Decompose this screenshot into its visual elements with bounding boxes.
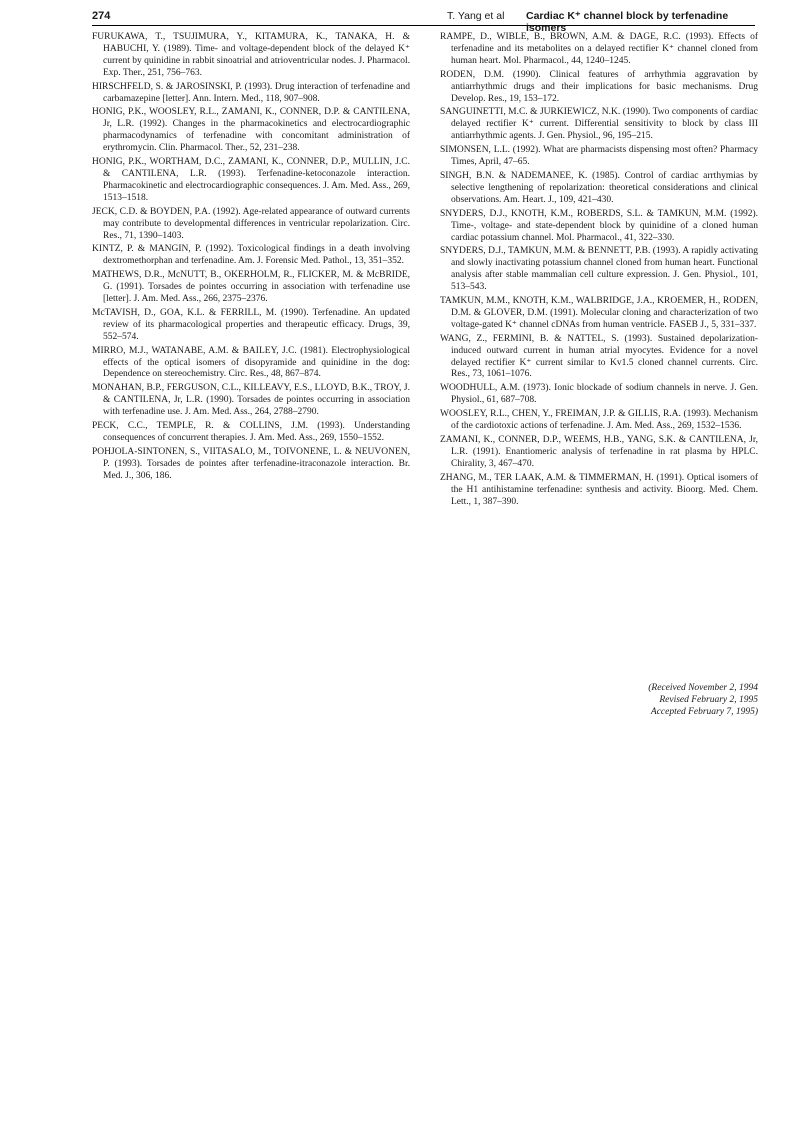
reference-entry: MIRRO, M.J., WATANABE, A.M. & BAILEY, J.C. (1981). Electrophysiological effects of the optical isomers of disopyramide and quinidine in the dog: Dependence on stereochemistry. Circ. Res., 48, 867–874. [92,345,410,380]
reference-entry: KINTZ, P. & MANGIN, P. (1992). Toxicological findings in a death involving dextromethorphan and terfenadine. Am. J. Forensic Med. Pathol., 13, 351–352. [92,244,410,267]
reference-entry: MATHEWS, D.R., McNUTT, B., OKERHOLM, R., FLICKER, M. & McBRIDE, G. (1991). Torsades de pointes occurring in association with terfenadine use [letter]. J. Am. Med. Ass., 266, 2375–2376. [92,270,410,305]
reference-entry: JECK, C.D. & BOYDEN, P.A. (1992). Age-related appearance of outward currents may contribute to developmental differences in ventricular repolarization. Circ. Res., 71, 1390–1403. [92,206,410,241]
running-authors: T. Yang et al [447,10,505,22]
reference-entry: McTAVISH, D., GOA, K.L. & FERRILL, M. (1990). Terfenadine. An updated review of its pharmacological properties and therapeutic efficacy. Drugs, 39, 552–574. [92,307,410,342]
reference-entry: MONAHAN, B.P., FERGUSON, C.L., KILLEAVY, E.S., LLOYD, B.K., TROY, J. & CANTILENA, Jr, L.R. (1990). Torsades de pointes occurring in association with terfenadine use. J. Am. Med. Ass., 264, 2788–2790. [92,383,410,418]
reference-entry: ZHANG, M., TER LAAK, A.M. & TIMMERMAN, H. (1991). Optical isomers of the H1 antihistamine terfenadine: synthesis and activity. Bioorg. Med. Chem. Lett., 1, 387–390. [440,472,758,507]
page-number: 274 [92,10,111,22]
reference-entry: SANGUINETTI, M.C. & JURKIEWICZ, N.K. (1990). Two components of cardiac delayed rectifier K⁺ current. Differential sensitivity to block by class III antiarrhythmic agents. J. Gen. Physiol., 96, 195–215. [440,107,758,142]
received-date: (Received November 2, 1994 [648,683,758,693]
received-dates [440,683,758,719]
reference-entry: POHJOLA-SINTONEN, S., VIITASALO, M., TOIVONENE, L. & NEUVONEN, P. (1993). Torsades de pointes after terfenadine-itraconazole interaction. Br. Med. J., 306, 186. [92,446,410,481]
reference-entry: SINGH, B.N. & NADEMANEE, K. (1985). Control of cardiac arrthymias by selective lengthening of repolarization: theoretical considerations and clinical observations. Am. Heart. J., 109, 421–430. [440,170,758,205]
reference-entry: RAMPE, D., WIBLE, B., BROWN, A.M. & DAGE, R.C. (1993). Effects of terfenadine and its metabolites on a delayed rectifier K⁺ channel cloned from human heart. Mol. Pharmacol., 44, 1240–1245. [440,32,758,66]
reference-entry: SNYDERS, D.J., KNOTH, K.M., ROBERDS, S.L. & TAMKUN, M.M. (1992). Time-, voltage- and state-dependent block by quinidine of a cloned human cardiac potassium channel. Mol. Pharmacol., 41, 322–330. [440,208,758,243]
reference-entry: ZAMANI, K., CONNER, D.P., WEEMS, H.B., YANG, S.K. & CANTILENA, Jr, L.R. (1991). Enantiomeric analysis of terfenadine in rat plasma by HPLC. Chirality, 3, 467–470. [440,435,758,469]
running-title: Cardiac K⁺ channel block by terfenadine isomers [526,10,729,34]
reference-entry: HIRSCHFELD, S. & JAROSINSKI, P. (1993). Drug interaction of terfenadine and carbamazepine [letter]. Ann. Intern. Med., 118, 907–908. [92,81,410,104]
accepted-date: Accepted February 7, 1995) [650,706,758,717]
reference-entry: PECK, C.C., TEMPLE, R. & COLLINS, J.M. (1993). Understanding consequences of concurrent therapies. J. Am. Med. Ass., 269, 1550–1552. [92,421,410,443]
revised-date: Revised February 2, 1995 [659,694,758,705]
reference-entry: SIMONSEN, L.L. (1992). What are pharmacists dispensing most often? Pharmacy Times, April, 47–65. [440,145,758,168]
reference-entry: RODEN, D.M. (1990). Clinical features of arrhythmia aggravation by antiarrhythmic drugs and their implications for basic mechanisms. Drug Develop. Res., 19, 153–172. [440,69,758,104]
running-header [92,9,755,34]
reference-entry: HONIG, P.K., WOOSLEY, R.L., ZAMANI, K., CONNER, D.P. & CANTILENA, Jr, L.R. (1992). Changes in the pharmacokinetics and electrocardiographic pharmacodynamics of terfenadine with concomitant administration of erythromycin. Clin. Pharmacol. Ther., 52, 231–238. [92,107,410,154]
reference-entry: TAMKUN, M.M., KNOTH, K.M., WALBRIDGE, J.A., KROEMER, H., RODEN, D.M. & GLOVER, D.M. (1991). Molecular cloning and characterization of two voltage-gated K⁺ channel cDNAs from human ventricle. FASEB J., 5, 331–337. [440,296,758,330]
reference-entry: SNYDERS, D.J., TAMKUN, M.M. & BENNETT, P.B. (1993). A rapidly activating and slowly inactivating potassium channel cloned from human heart. Functional analysis after stable mammalian cell culture expression. J. Gen. Physiol., 101, 513–543. [440,246,758,293]
reference-entry: FURUKAWA, T., TSUJIMURA, Y., KITAMURA, K., TANAKA, H. & HABUCHI, Y. (1989). Time- and voltage-dependent block of the delayed K⁺ current by quinidine in rabbit sinoatrial and atrioventricular nodes. J. Pharmacol. Exp. Ther., 251, 756–763. [92,32,410,78]
references-left-column [92,32,410,485]
reference-entry: WOODHULL, A.M. (1973). Ionic blockade of sodium channels in nerve. J. Gen. Physiol., 61, 687–708. [440,383,758,406]
reference-entry: WOOSLEY, R.L., CHEN, Y., FREIMAN, J.P. & GILLIS, R.A. (1993). Mechanism of the cardiotoxic actions of terfenadine. J. Am. Med. Ass., 269, 1532–1536. [440,409,758,432]
reference-entry: WANG, Z., FERMINI, B. & NATTEL, S. (1993). Sustained depolarization-induced outward current in human atrial myocytes. Evidence for a novel delayed rectifier K⁺ current similar to Kv1.5 cloned channel currents. Circ. Res., 73, 1061–1076. [440,333,758,380]
reference-entry: HONIG, P.K., WORTHAM, D.C., ZAMANI, K., CONNER, D.P., MULLIN, J.C. & CANTILENA, L.R. (1993). Terfenadine-ketoconazole interaction. Pharmacokinetic and electrocardiographic consequences. J. Am. Med. Ass., 269, 1513–1518. [92,157,410,203]
references-right-column [440,32,758,510]
